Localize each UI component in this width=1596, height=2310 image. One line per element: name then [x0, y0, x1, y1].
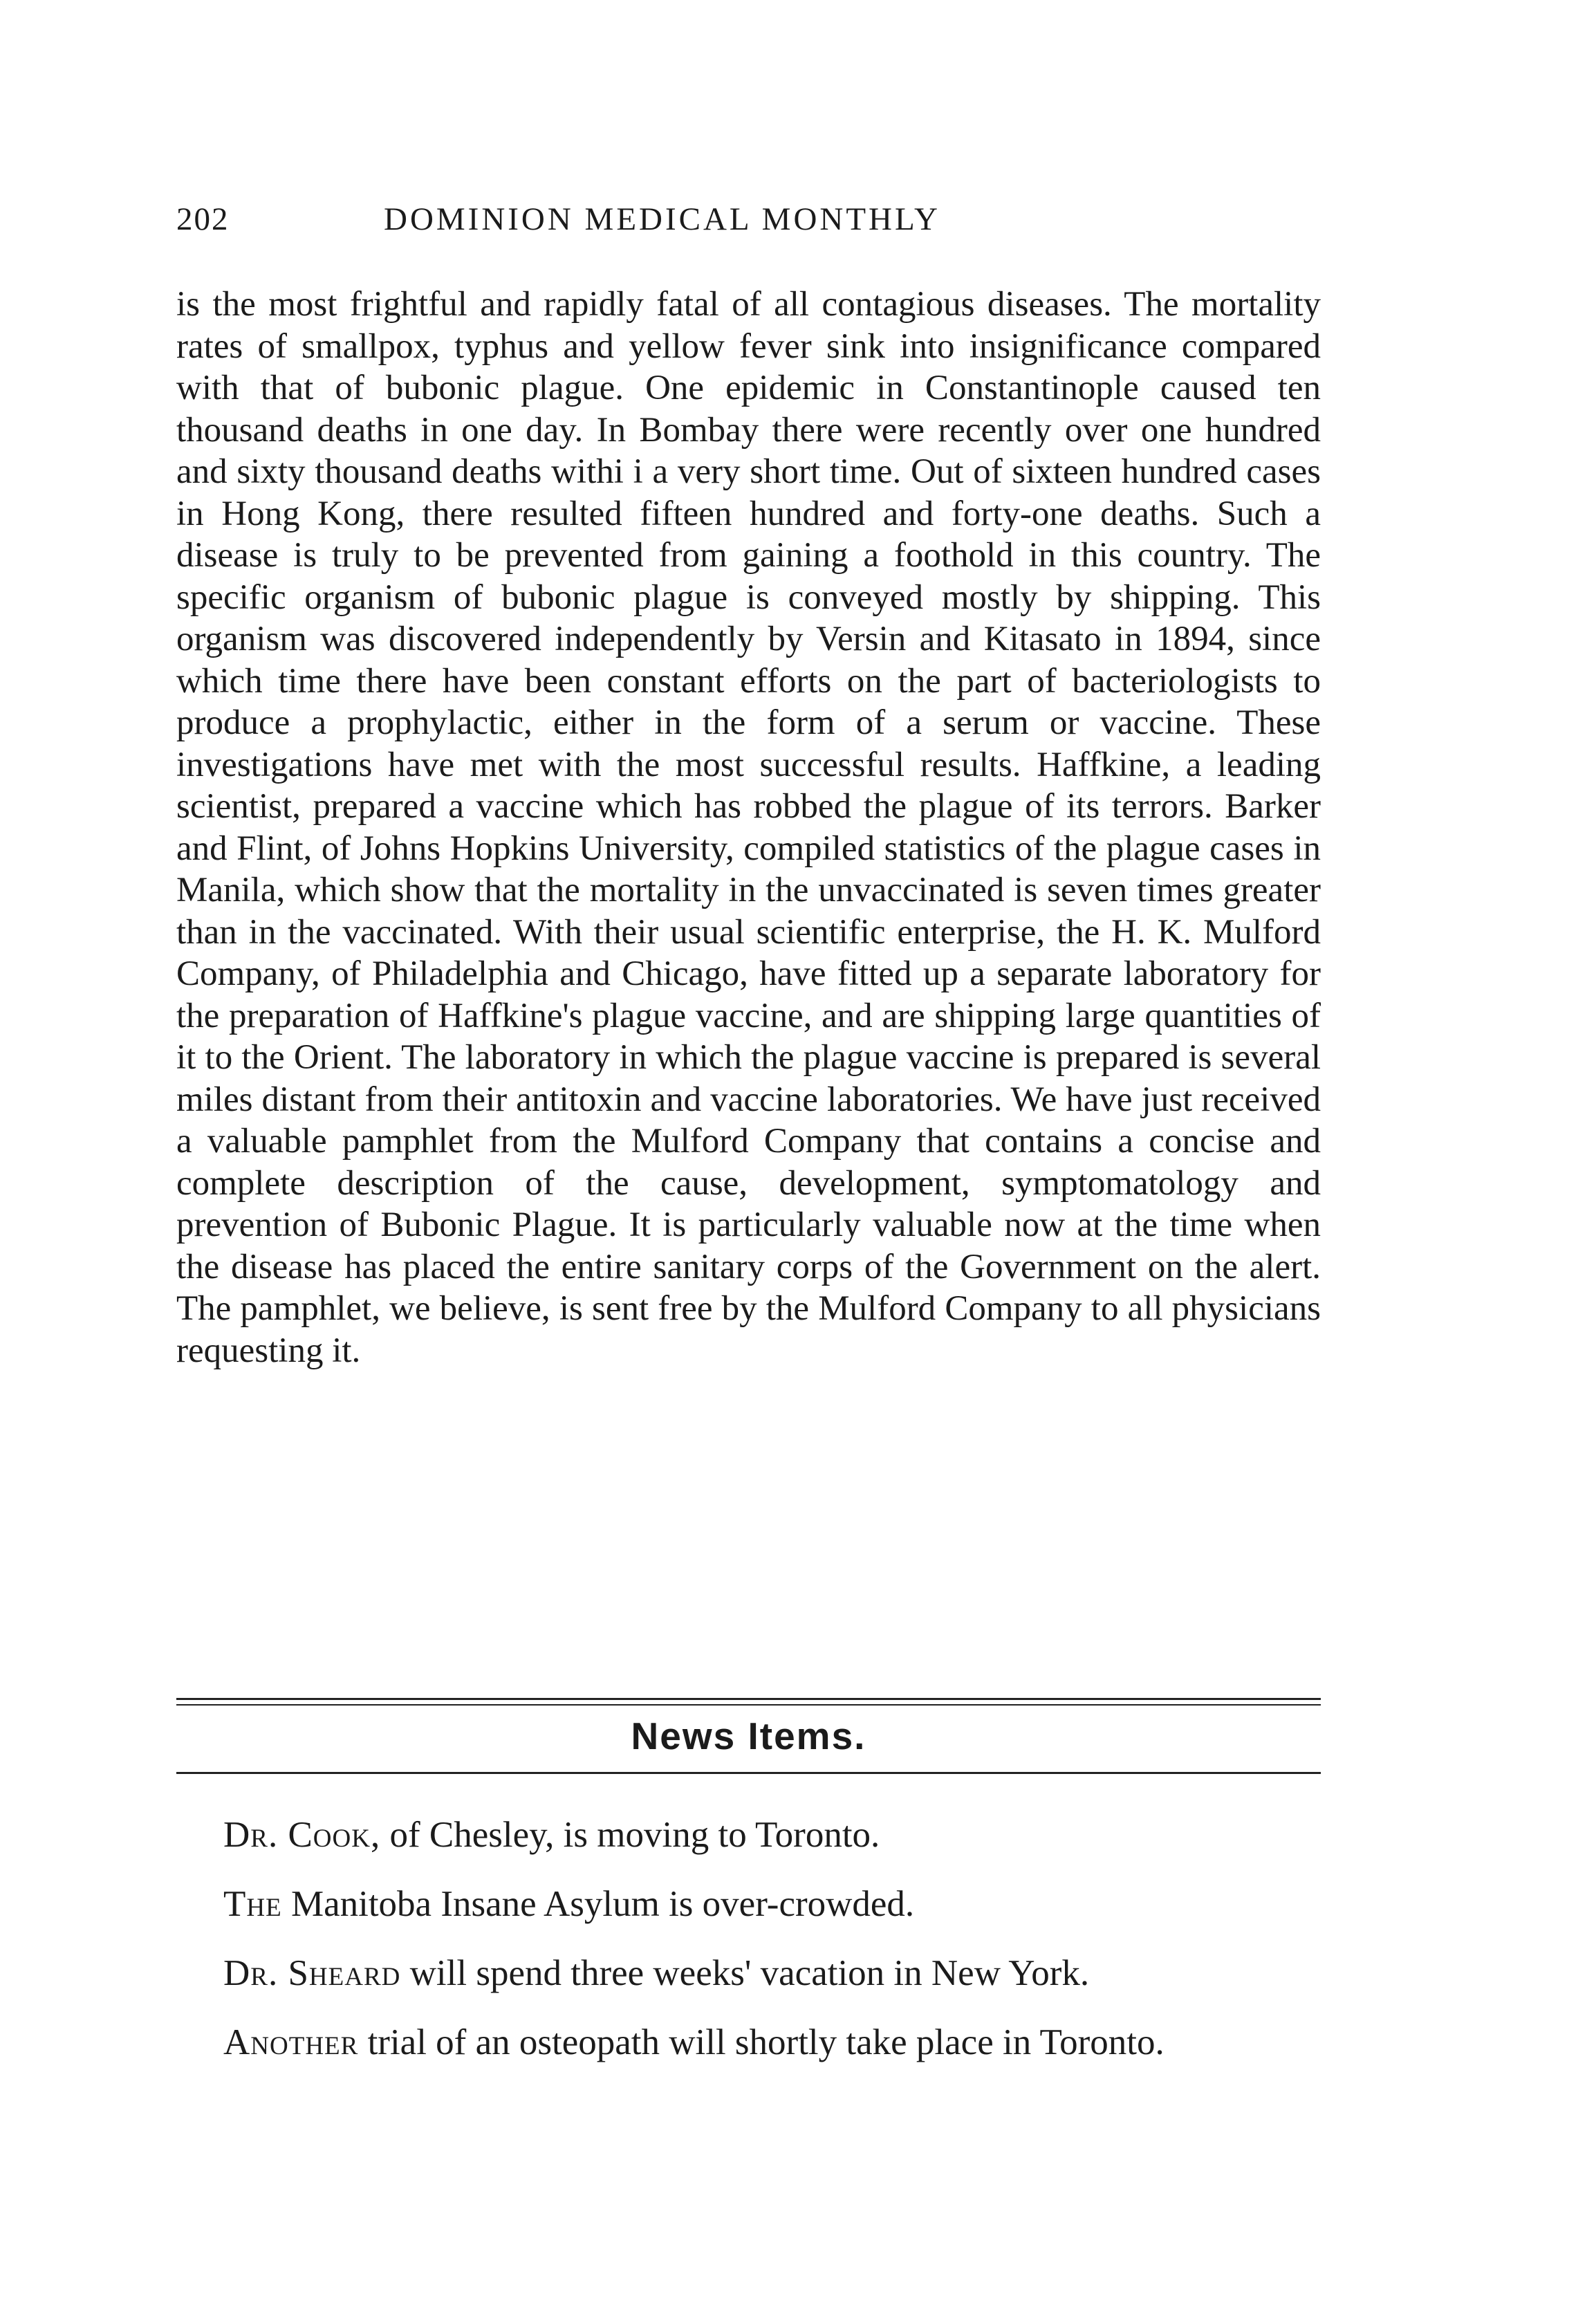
running-header [176, 201, 1321, 256]
news-item-text: of Chesley, is moving to Toronto. [380, 1815, 880, 1855]
page-number: 202 [176, 201, 230, 237]
news-item-lead: Dr. Cook, [223, 1815, 381, 1855]
news-item-lead: Another [223, 2022, 359, 2062]
section-divider-top-second [176, 1704, 1321, 1706]
news-item [176, 1952, 1321, 1995]
journal-title: DOMINION MEDICAL MONTHLY [384, 201, 940, 237]
section-divider-top [176, 1698, 1321, 1700]
document-page [176, 0, 1321, 2310]
news-item [176, 1813, 1321, 1857]
news-item-lead: Dr. Sheard [223, 1953, 401, 1993]
news-item-text: will spend three weeks' vacation in New York. [400, 1953, 1090, 1993]
news-item [176, 2021, 1321, 2064]
news-item [176, 1883, 1321, 1926]
news-items-list [176, 1813, 1321, 2090]
news-item-text: Manitoba Insane Asylum is over-crowded. [281, 1884, 915, 1924]
news-item-lead: The [223, 1884, 282, 1924]
news-items-heading: News Items. [631, 1715, 866, 1757]
news-item-text: trial of an osteopath will shortly take place in Toronto. [358, 2022, 1164, 2062]
article-paragraph: is the most frightful and rapidly fatal of all contagious diseases. The mortality rates of smallpox, typhus and yellow fever sink into insignificance compared with that of bubonic plague. One epidemic in Constantinople caused ten thousand deaths in one day. In Bombay there were recently over one hundred and sixty thousand deaths withi i a very short time. Out of sixteen hundred cases in Hong Kong, there resulted fifteen hundred and forty-one deaths. Such a disease is truly to be prevented from gaining a foothold in this country. The specific organism of bubonic plague is conveyed mostly by shipping. This organism was discovered independently by Versin and Kitasato in 1894, since which time there have been constant efforts on the part of bacteriologists to produce a prophylactic, either in the form of a serum or vaccine. These investigations have met with the most successful results. Haffkine, a leading scientist, prepared a vaccine which has robbed the plague of its terrors. Barker and Flint, of Johns Hopkins University, compiled statistics of the plague cases in Manila, which show that the mortality in the unvaccinated is seven times greater than in the vaccinated. With their usual scientific enterprise, the H. K. Mulford Company, of Philadelphia and Chicago, have fitted up a separate laboratory for the preparation of Haffkine's plague vaccine, and are shipping large quantities of it to the Orient. The laboratory in which the plague vaccine is prepared is several miles distant from their antitoxin and vaccine laboratories. We have just received a valuable pamphlet from the Mulford Company that contains a concise and complete description of the cause, development, symptomatology and prevention of Bubonic Plague. It is particularly valuable now at the time when the disease has placed the entire sanitary corps of the Government on the alert. The pamphlet, we believe, is sent free by the Mulford Company to all physicians requesting it. [176, 285, 1321, 1370]
section-divider-bottom [176, 1772, 1321, 1774]
